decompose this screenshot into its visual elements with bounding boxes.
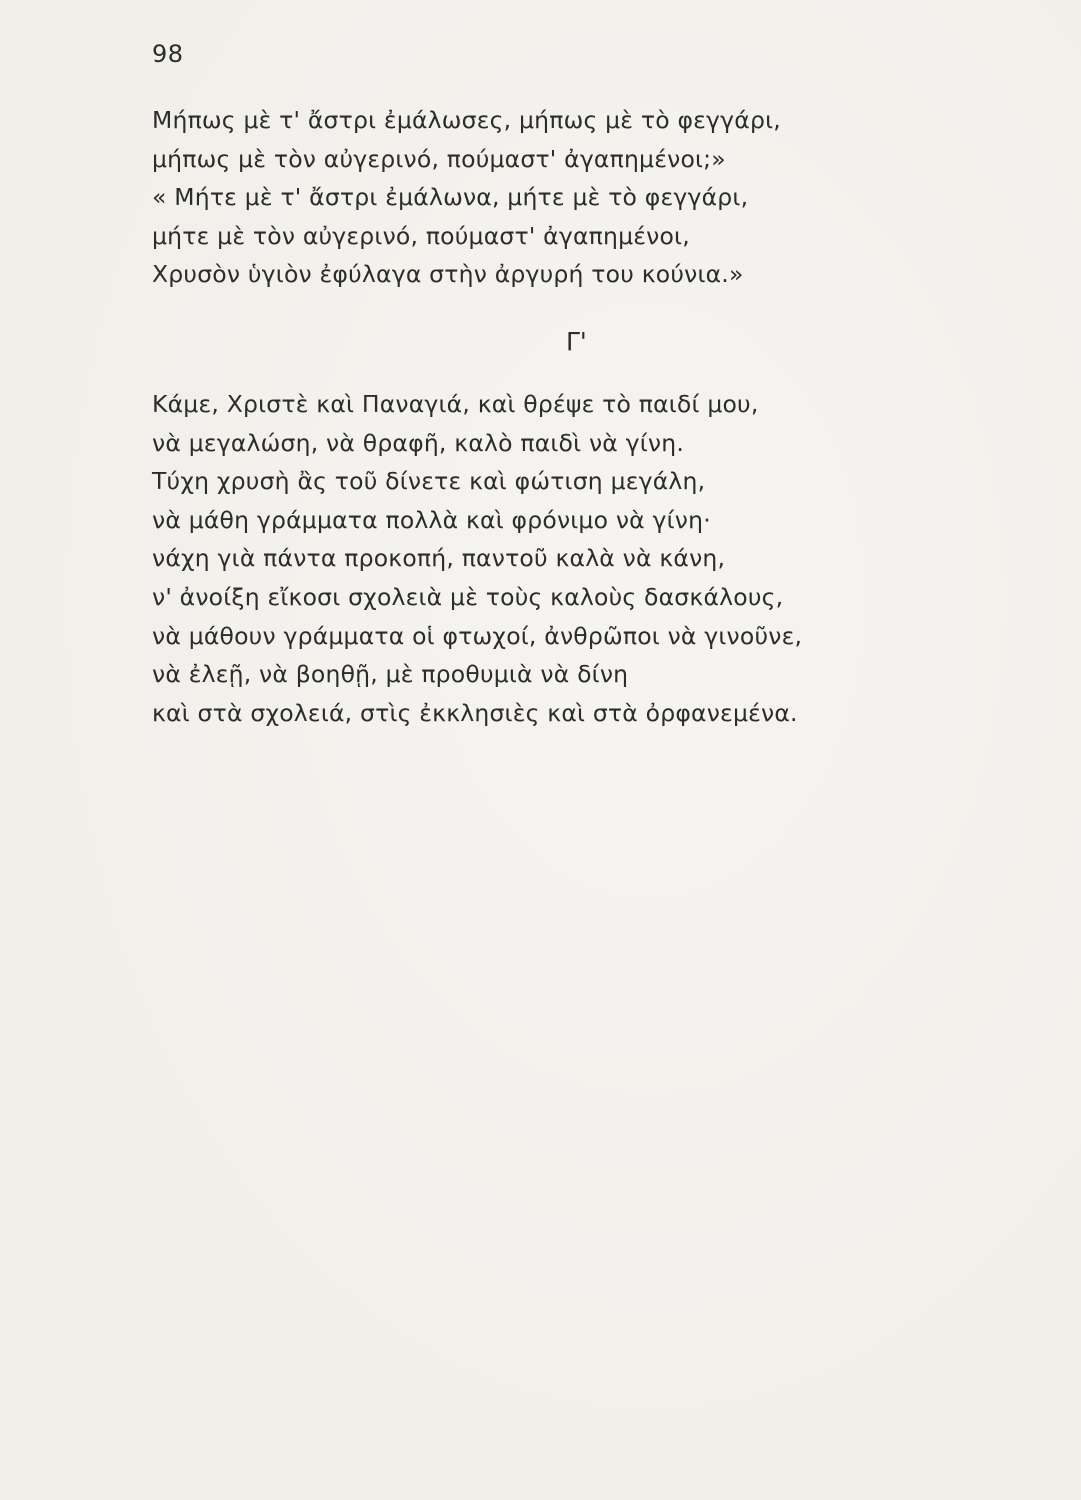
verse-line: νὰ μάθη γράμματα πολλὰ καὶ φρόνιμο νὰ γίνη· [152, 505, 711, 534]
section-heading: Γ' [566, 327, 587, 356]
verse-line: « Μήτε μὲ τ' ἄστρι ἐμάλωνα, μήτε μὲ τὸ φεγγάρι, [152, 183, 749, 212]
verse-line: Χρυσὸν ὑγιὸν ἐφύλαγα στὴν ἀργυρή του κούνια.» [152, 260, 744, 289]
page-number: 98 [152, 40, 184, 68]
verse-line: Τύχη χρυσὴ ἂς τοῦ δίνετε καὶ φώτιση μεγάλη, [152, 467, 706, 496]
poem-stanza-two [152, 385, 802, 732]
verse-line: νὰ ἐλεῇ, νὰ βοηθῇ, μὲ προθυμιὰ νὰ δίνη [152, 660, 629, 689]
verse-line: μήπως μὲ τὸν αὐγερινό, πούμαστ' ἀγαπημένοι;» [152, 144, 726, 173]
verse-line: Μήπως μὲ τ' ἄστρι ἐμάλωσες, μήπως μὲ τὸ φεγγάρι, [152, 106, 781, 134]
poem-stanza-one [152, 101, 781, 294]
verse-line: ν' ἀνοίξη εἴκοσι σχολειὰ μὲ τοὺς καλοὺς δασκάλους, [152, 582, 784, 611]
verse-line: νὰ μάθουν γράμματα οἱ φτωχοί, ἀνθρῶποι νὰ γινοῦνε, [152, 621, 803, 650]
verse-line: καὶ στὰ σχολειά, στὶς ἐκκλησιὲς καὶ στὰ ὀρφανεμένα. [152, 698, 798, 727]
verse-line: νάχη γιὰ πάντα προκοπή, παντοῦ καλὰ νὰ κάνη, [152, 544, 726, 573]
verse-line: νὰ μεγαλώση, νὰ θραφῆ, καλὸ παιδὶ νὰ γίνη. [152, 428, 684, 457]
verse-line: μήτε μὲ τὸν αὐγερινό, πούμαστ' ἀγαπημένοι, [152, 221, 690, 250]
verse-line: Κάμε, Χριστὲ καὶ Παναγιά, καὶ θρέψε τὸ παιδί μου, [152, 390, 759, 418]
